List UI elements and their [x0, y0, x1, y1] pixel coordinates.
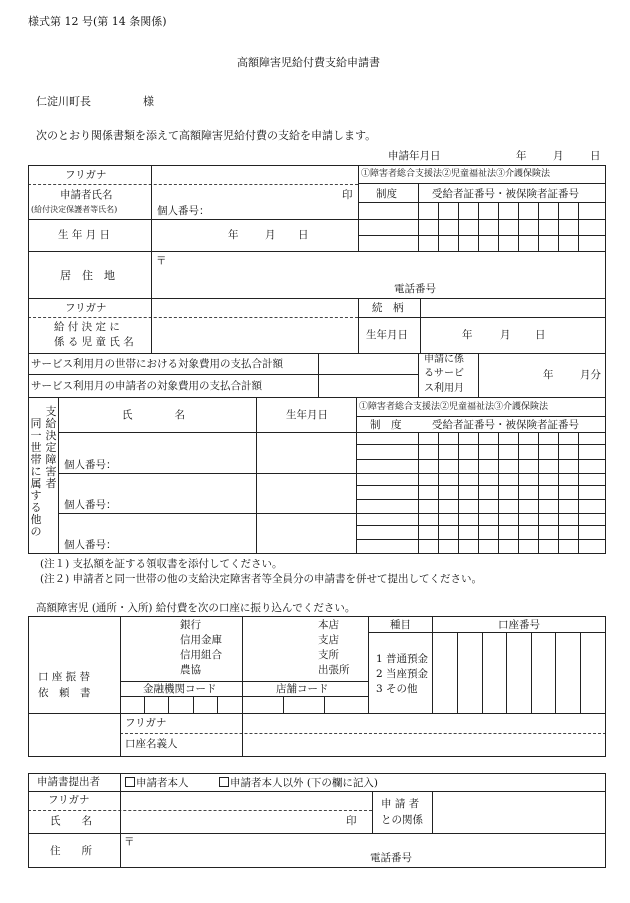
applicant-birth-year: 年 — [228, 229, 239, 241]
applicant-seal-mark: 印 — [342, 189, 353, 201]
household-birth-header: 生年月日 — [286, 409, 328, 421]
child-label-line2: 係 る 児 童 氏 名 — [54, 336, 134, 348]
submitter-name-label: 氏 名 — [50, 815, 92, 827]
intro-text: 次のとおり関係書類を添えて高額障害児給付費の支給を申請します。 — [36, 129, 377, 142]
service-month-month: 月分 — [580, 369, 601, 381]
household-name-header: 氏 名 — [122, 409, 185, 421]
submitter-furigana-label: フリガナ — [48, 794, 90, 806]
child-furigana-label: フリガナ — [65, 302, 107, 314]
submitter-option-self[interactable]: 申請者本人 — [125, 777, 189, 789]
account-type-header: 種目 — [390, 619, 411, 631]
applicant-address-label: 居 住 地 — [60, 269, 115, 282]
service-month-year: 年 — [543, 369, 554, 381]
submitter-address-label: 住 所 — [50, 845, 92, 857]
household-system-header: 制 度 — [370, 419, 402, 431]
service-month-label-1: 申請に係 — [424, 354, 464, 365]
bank-intro: 高額障害児 (通所・入所) 給付費を次の口座に振り込んでください。 — [36, 602, 356, 614]
branch-type-office: 出張所 — [318, 664, 350, 676]
submitter-postal-mark: 〒 — [124, 836, 135, 848]
checkbox-other[interactable] — [219, 777, 229, 787]
applicant-name-sublabel: (給付決定保護者等氏名) — [31, 205, 118, 214]
account-type-3: 3 その他 — [376, 683, 418, 695]
household-personal-number-2: 個人番号： — [64, 499, 117, 511]
branch-type-sub: 支所 — [318, 649, 339, 661]
form-number: 様式第 12 号(第 14 条関係) — [28, 15, 167, 28]
institution-type-kumiai: 信用組合 — [180, 649, 222, 661]
child-birthdate-label: 生年月日 — [366, 329, 408, 341]
child-label-line1: 給 付 決 定 に — [54, 321, 120, 333]
applicant-name-label: 申請者氏名 — [60, 189, 113, 201]
child-relation-label: 続 柄 — [372, 302, 404, 314]
relation-label-2: との関係 — [381, 814, 423, 826]
child-birth-month: 月 — [500, 329, 511, 341]
submitter-option-other[interactable]: 申請者本人以外 (下の欄に記入) — [219, 777, 378, 789]
applicant-personal-number-label: 個人番号： — [157, 205, 210, 217]
applicant-recipient-number-header: 受給者証番号・被保険者証番号 — [432, 188, 579, 200]
household-total-label: サービス利用月の世帯における対象費用の支払合計額 — [31, 358, 283, 370]
bank-label-line2: 依 頼 書 — [38, 687, 91, 699]
child-birth-year: 年 — [462, 329, 473, 341]
account-type-1: 1 普通預金 — [376, 653, 429, 665]
page-title: 高額障害児給付費支給申請書 — [237, 56, 380, 69]
submitter-phone-label: 電話番号 — [370, 852, 412, 864]
service-month-label-2: るサービ — [424, 368, 464, 379]
date-month-label: 月 — [553, 150, 564, 162]
branch-code-label: 店舗コード — [276, 683, 329, 695]
bank-label-line1: 口 座 振 替 — [38, 671, 91, 683]
applicant-birth-month: 月 — [265, 229, 276, 241]
account-holder-label: 口座名義人 — [125, 738, 178, 750]
relation-label-1: 申 請 者 — [381, 798, 420, 810]
institution-code-label: 金融機関コード — [143, 683, 217, 695]
checkbox-self[interactable] — [125, 777, 135, 787]
institution-type-shinkin: 信用金庫 — [180, 634, 222, 646]
service-month-label-3: ス利用月 — [424, 383, 464, 394]
household-side-label-b: 支給決定障害者 — [45, 405, 57, 490]
submitter-seal-mark: 印 — [346, 815, 357, 827]
applicant-phone-label: 電話番号 — [394, 283, 436, 295]
household-law-header: ①障害者総合支援法②児童福祉法③介護保険法 — [359, 402, 549, 412]
date-year-label: 年 — [516, 150, 527, 162]
addressee: 仁淀川町長 — [36, 95, 91, 108]
branch-type-head: 本店 — [318, 619, 339, 631]
household-personal-number-3: 個人番号： — [64, 539, 117, 551]
submitter-label: 申請書提出者 — [37, 776, 100, 788]
account-type-2: 2 当座預金 — [376, 668, 429, 680]
applicant-total-label: サービス利用月の申請者の対象費用の支払合計額 — [31, 380, 262, 392]
applicant-birth-day: 日 — [298, 229, 309, 241]
household-recipient-number-header: 受給者証番号・被保険者証番号 — [432, 419, 579, 431]
date-day-label: 日 — [590, 150, 601, 162]
child-birth-day: 日 — [535, 329, 546, 341]
household-side-label-a: 同一世帯に属する他の — [30, 417, 42, 538]
honorific: 様 — [143, 95, 154, 108]
applicant-system-header: 制度 — [376, 188, 397, 200]
applicant-furigana-label: フリガナ — [65, 169, 107, 181]
holder-furigana-label: フリガナ — [125, 717, 167, 729]
branch-type-branch: 支店 — [318, 634, 339, 646]
applicant-postal-mark: 〒 — [156, 255, 167, 267]
institution-type-bank: 銀行 — [180, 619, 201, 631]
institution-type-nokyo: 農協 — [180, 664, 201, 676]
household-personal-number-1: 個人番号： — [64, 459, 117, 471]
application-date-label: 申請年月日 — [388, 150, 441, 162]
account-number-header: 口座番号 — [498, 619, 540, 631]
note-2: (注２) 申請者と同一世帯の他の支給決定障害者等全員分の申請書を併せて提出してください。 — [40, 573, 483, 585]
applicant-law-header: ①障害者総合支援法②児童福祉法③介護保険法 — [361, 169, 551, 179]
applicant-birthdate-label: 生 年 月 日 — [58, 229, 111, 241]
note-1: (注１) 支払額を証する領収書を添付してください。 — [40, 558, 283, 570]
